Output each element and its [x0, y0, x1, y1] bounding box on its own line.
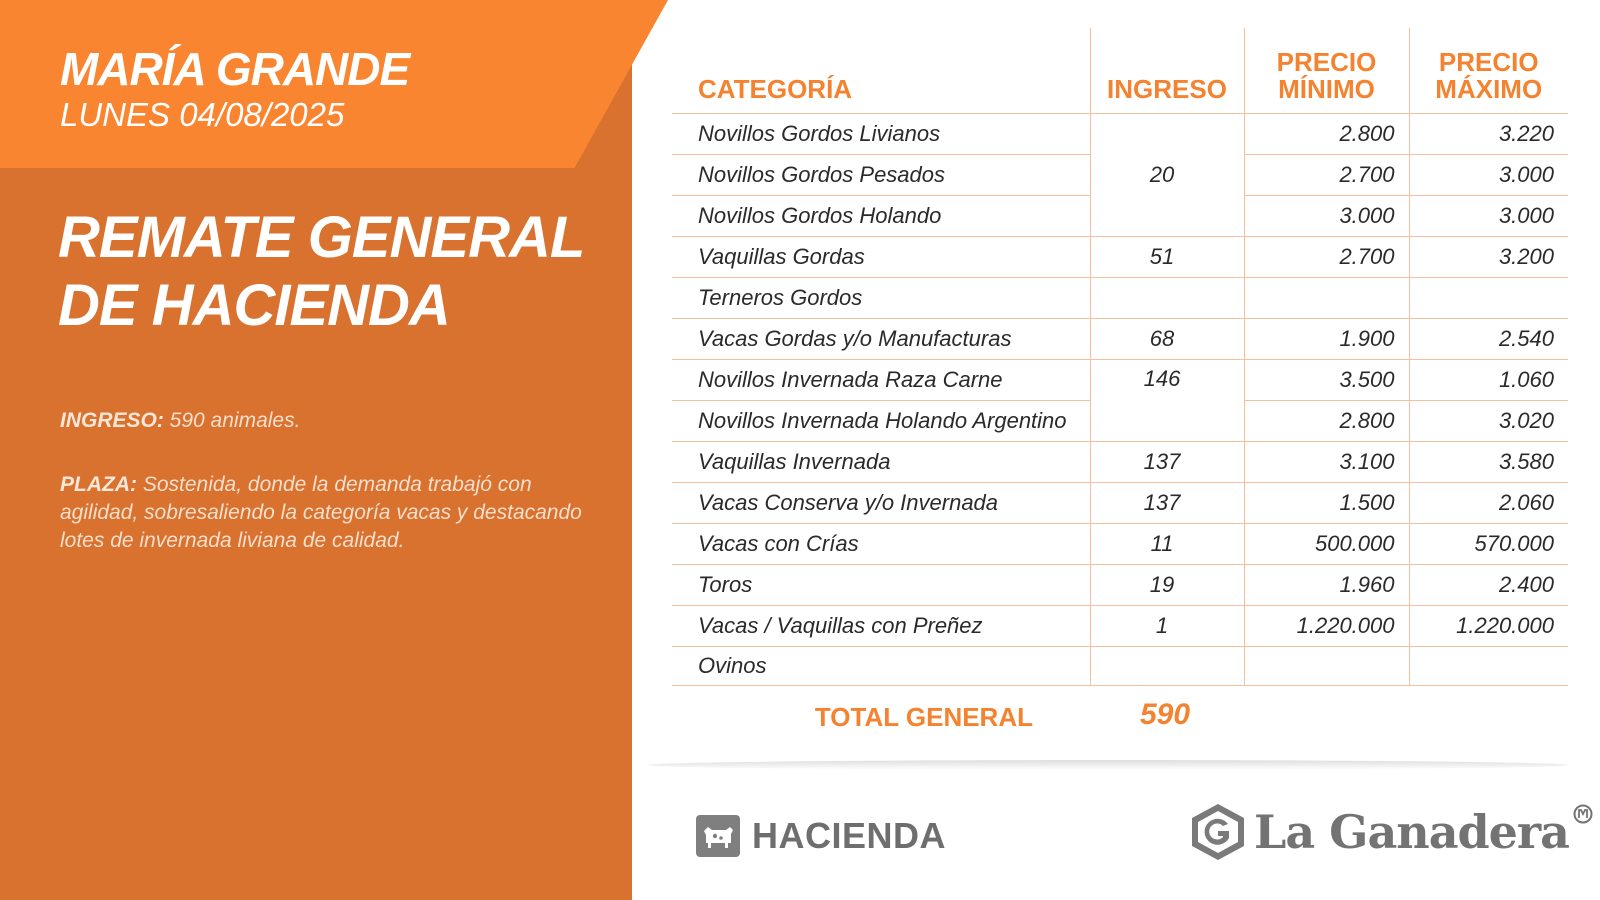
ingreso-text: 590 animales. — [163, 409, 301, 432]
event-title-line-2: DE HACIENDA — [58, 273, 450, 338]
cell-precio-maximo: 3.580 — [1409, 442, 1568, 483]
table-row — [672, 442, 1568, 483]
cell-ingreso: 146 — [1090, 360, 1244, 442]
table-row — [672, 565, 1568, 606]
cell-precio-maximo: 1.220.000 — [1409, 606, 1568, 647]
plaza-text: Sostenida, donde la demanda trabajó con agilidad, sobresaliendo la categoría vacas y destacando lotes de invernada liviana de calidad. — [60, 473, 582, 552]
table-row — [672, 319, 1568, 360]
event-title-line-1: REMATE GENERAL — [58, 205, 585, 270]
cell-ingreso: 1 — [1090, 606, 1244, 647]
header-max-line-2: MÁXIMO — [1435, 74, 1543, 104]
cell-precio-maximo: 1.060 — [1409, 360, 1568, 401]
header-categoria: CATEGORÍA — [672, 28, 1090, 114]
table-row — [672, 483, 1568, 524]
table-row — [672, 360, 1568, 401]
cell-precio-minimo: 2.800 — [1244, 401, 1409, 442]
cell-precio-minimo: 2.700 — [1244, 237, 1409, 278]
table-header-row — [672, 28, 1568, 114]
cell-precio-maximo — [1409, 647, 1568, 686]
cell-ingreso: 137 — [1090, 483, 1244, 524]
header-max-line-1: PRECIO — [1438, 47, 1539, 77]
cell-categoria: Toros — [672, 565, 1090, 606]
cell-ingreso: 19 — [1090, 565, 1244, 606]
ganadera-label: La Ganadera — [1254, 805, 1569, 859]
total-label: TOTAL GENERAL — [814, 702, 1033, 732]
cell-precio-maximo: 2.060 — [1409, 483, 1568, 524]
cell-categoria: Novillos Gordos Holando — [672, 196, 1090, 237]
event-title — [58, 204, 584, 340]
cell-categoria: Novillos Invernada Holando Argentino — [672, 401, 1090, 442]
ingreso-label: INGRESO: — [60, 409, 164, 432]
cow-icon — [696, 815, 740, 857]
cell-categoria: Vacas Conserva y/o Invernada — [672, 483, 1090, 524]
cell-categoria: Novillos Gordos Livianos — [672, 114, 1090, 155]
header-precio-maximo — [1409, 28, 1568, 114]
cell-ingreso: 11 — [1090, 524, 1244, 565]
cell-precio-maximo: 2.540 — [1409, 319, 1568, 360]
table-row — [672, 647, 1568, 686]
footer-divider — [648, 760, 1568, 770]
total-row — [672, 698, 1568, 738]
header-precio-minimo — [1244, 28, 1409, 114]
header-min-line-2: MÍNIMO — [1278, 74, 1375, 104]
cell-ingreso: 68 — [1090, 319, 1244, 360]
auction-date: LUNES 04/08/2025 — [60, 96, 345, 133]
ingreso-note — [60, 407, 600, 435]
cell-precio-maximo: 3.200 — [1409, 237, 1568, 278]
cell-precio-maximo: 570.000 — [1409, 524, 1568, 565]
registered-mark-icon — [1573, 804, 1593, 824]
cell-precio-maximo: 3.000 — [1409, 155, 1568, 196]
plaza-note — [60, 471, 600, 555]
cell-categoria: Vacas Gordas y/o Manufacturas — [672, 319, 1090, 360]
plaza-label: PLAZA: — [60, 473, 137, 496]
table-row — [672, 114, 1568, 155]
cell-precio-minimo: 2.700 — [1244, 155, 1409, 196]
cell-precio-minimo: 1.900 — [1244, 319, 1409, 360]
cell-precio-maximo: 3.220 — [1409, 114, 1568, 155]
cell-precio-maximo: 3.020 — [1409, 401, 1568, 442]
hacienda-label: HACIENDA — [752, 815, 947, 856]
table-row — [672, 606, 1568, 647]
cell-ingreso: 20 — [1090, 114, 1244, 237]
cell-categoria: Vaquillas Gordas — [672, 237, 1090, 278]
header-ingreso: INGRESO — [1090, 28, 1244, 114]
cell-ingreso: 51 — [1090, 237, 1244, 278]
cell-categoria: Vaquillas Invernada — [672, 442, 1090, 483]
cell-categoria: Ovinos — [672, 647, 1090, 686]
cell-ingreso: 137 — [1090, 442, 1244, 483]
cell-precio-minimo — [1244, 647, 1409, 686]
cell-precio-minimo: 2.800 — [1244, 114, 1409, 155]
cell-categoria: Terneros Gordos — [672, 278, 1090, 319]
ganadera-g-logo — [1188, 802, 1248, 862]
cell-precio-minimo: 3.000 — [1244, 196, 1409, 237]
header-min-line-1: PRECIO — [1276, 47, 1377, 77]
cell-precio-minimo: 1.960 — [1244, 565, 1409, 606]
cell-precio-minimo: 1.220.000 — [1244, 606, 1409, 647]
cell-categoria: Vacas con Crías — [672, 524, 1090, 565]
cell-precio-maximo: 2.400 — [1409, 565, 1568, 606]
cell-categoria: Vacas / Vaquillas con Preñez — [672, 606, 1090, 647]
price-table-container — [672, 28, 1568, 686]
cell-precio-minimo: 3.500 — [1244, 360, 1409, 401]
cell-precio-maximo — [1409, 278, 1568, 319]
cell-ingreso — [1090, 278, 1244, 319]
hacienda-brand — [696, 814, 946, 858]
cell-precio-minimo — [1244, 278, 1409, 319]
cell-precio-minimo: 3.100 — [1244, 442, 1409, 483]
location-title: MARÍA GRANDE — [60, 43, 410, 95]
cell-categoria: Novillos Invernada Raza Carne — [672, 360, 1090, 401]
cell-ingreso — [1090, 647, 1244, 686]
cell-precio-maximo: 3.000 — [1409, 196, 1568, 237]
table-row — [672, 524, 1568, 565]
total-value: 590 — [1140, 698, 1191, 731]
ganadera-logo — [1188, 800, 1593, 864]
cell-precio-minimo: 1.500 — [1244, 483, 1409, 524]
table-row — [672, 278, 1568, 319]
price-table — [672, 28, 1568, 686]
cell-categoria: Novillos Gordos Pesados — [672, 155, 1090, 196]
table-row — [672, 237, 1568, 278]
cell-precio-minimo: 500.000 — [1244, 524, 1409, 565]
